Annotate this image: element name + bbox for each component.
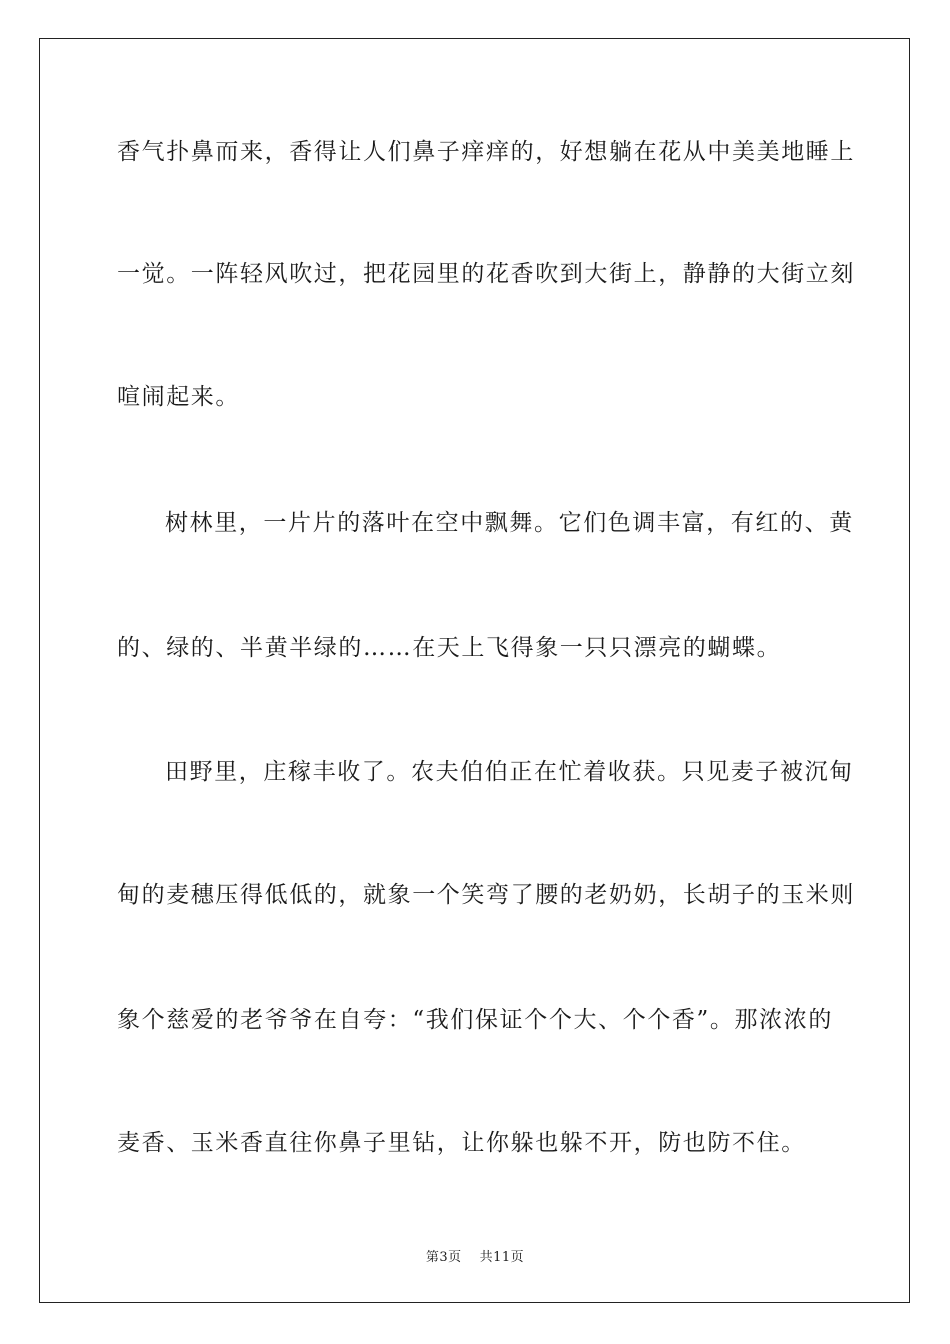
text-line: 象个慈爱的老爷爷在自夸：“我们保证个个大、个个香”。那浓浓的 bbox=[117, 1007, 833, 1033]
page-footer bbox=[0, 1246, 950, 1265]
text-line: 喧闹起来。 bbox=[117, 384, 240, 410]
page-border bbox=[39, 38, 910, 1303]
text-line: 香气扑鼻而来，香得让人们鼻子痒痒的，好想躺在花从中美美地睡上 bbox=[117, 139, 855, 165]
text-line: 甸的麦穗压得低低的，就象一个笑弯了腰的老奶奶，长胡子的玉米则 bbox=[117, 882, 855, 908]
text-line: 的、绿的、半黄半绿的……在天上飞得象一只只漂亮的蝴蝶。 bbox=[117, 635, 782, 661]
text-line: 麦香、玉米香直往你鼻子里钻，让你躲也躲不开，防也防不住。 bbox=[117, 1130, 806, 1156]
text-line: 田野里，庄稼丰收了。农夫伯伯正在忙着收获。只见麦子被沉甸 bbox=[165, 759, 854, 785]
page-number: 第3页 bbox=[425, 1250, 462, 1265]
text-line: 一觉。一阵轻风吹过，把花园里的花香吹到大街上，静静的大街立刻 bbox=[117, 261, 855, 287]
text-line: 树林里，一片片的落叶在空中飘舞。它们色调丰富，有红的、黄 bbox=[165, 510, 854, 536]
page-total: 共11页 bbox=[479, 1250, 525, 1265]
